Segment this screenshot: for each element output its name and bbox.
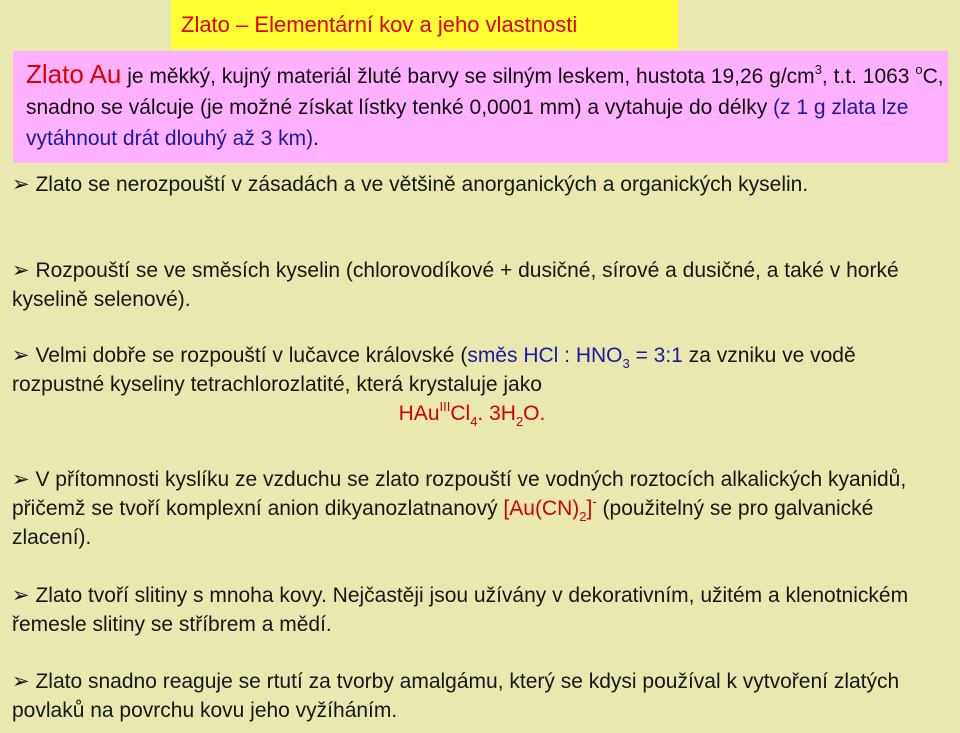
anion-sub: 2: [579, 509, 587, 525]
intro-text-2: , t.t. 1063: [821, 65, 916, 88]
chemical-formula: [0, 399, 952, 428]
bullet-text-end: (použitelný se pro galvanické zlacení).: [12, 497, 874, 549]
anion-part: [Au(CN): [503, 497, 580, 520]
arrow-icon: ➢: [12, 584, 30, 607]
bullet-item: [12, 667, 952, 725]
formula-part: HAu: [398, 402, 440, 425]
bullet-item: [12, 465, 952, 552]
bullet-item: [12, 581, 952, 639]
intro-paragraph: [13, 51, 948, 163]
intro-sup-1: 3: [814, 62, 822, 77]
title-rest: Elementární kov a jeho vlastnosti: [254, 12, 578, 37]
bullet-text: Rozpouští se ve směsích kyselin (chlorovodíkové + dusičné, sírové a dusičné, a také v horké kyselině selenové).: [12, 259, 899, 311]
bullet-item: [12, 170, 808, 199]
bullet-text: Zlato tvoří slitiny s mnoha kovy. Nejčastěji jsou užívány v dekorativním, užitém a klenotnickém řemesle slitiny se stříbrem a mědí.: [12, 584, 909, 636]
slide-title: [171, 0, 678, 49]
acid-mixture-text: směs HCl : HNO: [467, 344, 623, 367]
intro-sup-2: o: [915, 62, 923, 77]
intro-blue-text: (z 1 g zlata lze vytáhnout drát dlouhý až 3 km): [26, 96, 909, 150]
anion-formula: [503, 494, 597, 525]
title-dash: –: [236, 12, 249, 37]
acid-mixture-ratio: = 3:1: [629, 344, 683, 367]
acid-mixture: [467, 344, 683, 372]
bullet-item: [12, 256, 952, 314]
formula-sup: III: [439, 399, 451, 414]
formula-part: . 3H: [477, 402, 516, 425]
formula-sub: 4: [470, 414, 478, 430]
formula-sub: 2: [515, 414, 524, 430]
intro-text-3: C, snadno se válcuje (je možné získat lístky tenké 0,0001 mm) a vytahuje do délky: [26, 65, 944, 119]
intro-name: Zlato Au: [26, 59, 122, 89]
formula-part: O.: [523, 402, 546, 425]
arrow-icon: ➢: [12, 173, 30, 196]
bullet-text-middle: za vzniku ve vodě rozpustné kyseliny tetrachlorozlatité, která krystaluje jako: [12, 344, 856, 396]
title-word: Zlato: [181, 12, 230, 37]
arrow-icon: ➢: [12, 670, 30, 693]
bullet-text: Zlato se nerozpouští v zásadách a ve většině anorganických a organických kyselin.: [35, 173, 809, 196]
formula-part: Cl: [450, 402, 471, 425]
bullet-text: Zlato snadno reaguje se rtutí za tvorby amalgámu, který se kdysi používal k vytvoření zlatých povlaků na povrchu kovu jeho vyžíháním.: [12, 670, 900, 722]
anion-sup: -: [592, 494, 597, 509]
bullet-text: V přítomnosti kyslíku ze vzduchu se zlato rozpouští ve vodných roztocích alkalických kyanidů, přičemž se tvoří komplexní anion dikyanozlatnanový: [12, 468, 907, 520]
intro-end: .: [313, 127, 319, 150]
anion-part: ]: [586, 497, 593, 520]
arrow-icon: ➢: [12, 468, 30, 491]
bullet-text: Velmi dobře se rozpouští v lučavce královské (: [35, 344, 468, 367]
intro-text-1: je měkký, kujný materiál žluté barvy se silným leskem, hustota 19,26 g/cm: [121, 65, 815, 88]
bullet-item: [12, 341, 952, 428]
acid-mixture-sub: 3: [622, 356, 630, 372]
arrow-icon: ➢: [12, 344, 30, 367]
arrow-icon: ➢: [12, 259, 30, 282]
